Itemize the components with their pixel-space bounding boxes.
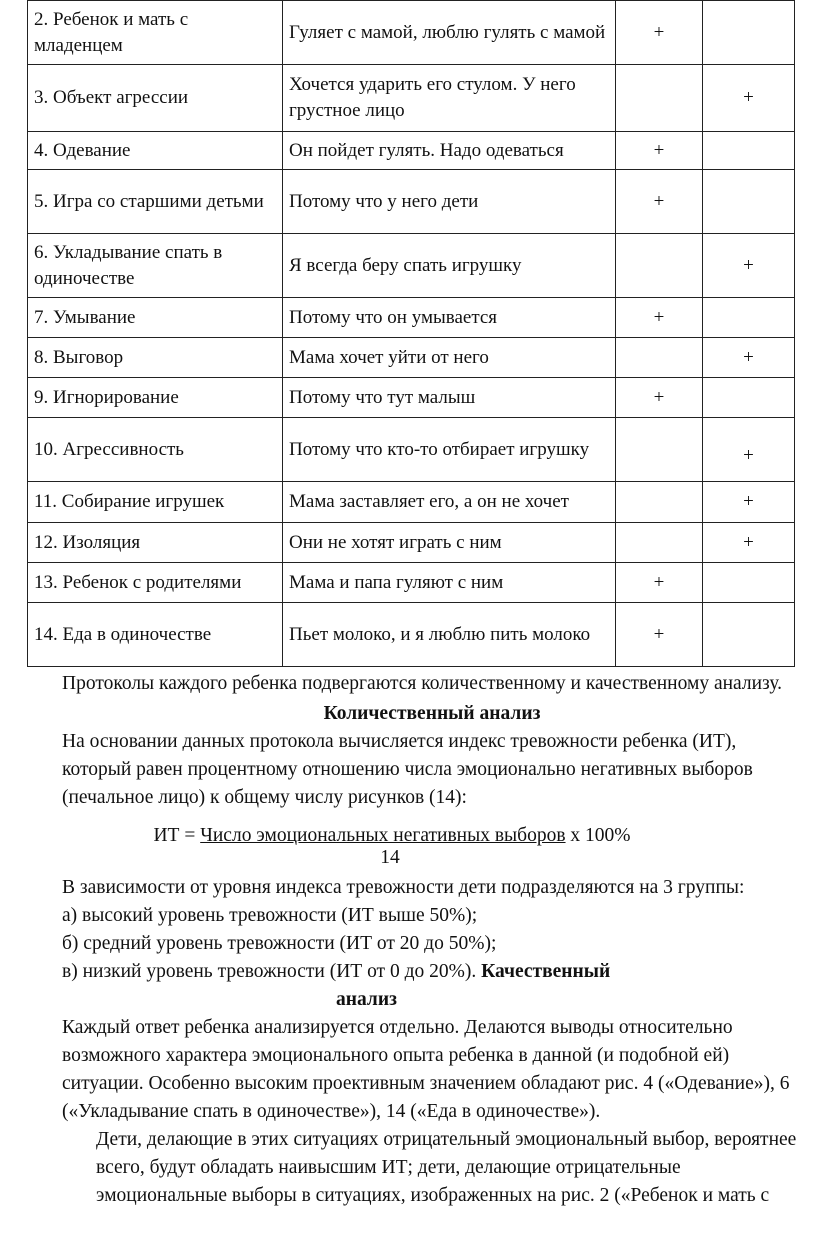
table-row — [28, 170, 795, 234]
positive-mark: + — [616, 132, 703, 170]
situation-cell: 9. Игнорирование — [28, 378, 283, 418]
group-c-line — [62, 958, 802, 986]
response-cell: Мама и папа гуляют с ним — [283, 563, 616, 603]
negative-mark — [703, 298, 795, 338]
response-cell: Хочется ударить его стулом. У него грустное лицо — [283, 65, 616, 132]
group-b: б) средний уровень тревожности (ИТ от 20 до 50%); — [62, 933, 497, 954]
negative-mark: + — [703, 65, 795, 132]
qual-paragraph-2: Дети, делающие в этих ситуациях отрицательный эмоциональный выбор, вероятнее всего, будут обладать наивысшим ИТ; дети, делающие отрицательные эмоциональные выборы в ситуациях, изображенных на рис. 2 («Ребенок и мать с — [96, 1129, 797, 1206]
response-cell: Мама заставляет его, а он не хочет — [283, 482, 616, 523]
situation-cell: 10. Агрессивность — [28, 418, 283, 482]
positive-mark — [616, 338, 703, 378]
table-row — [28, 378, 795, 418]
response-cell: Потому что у него дети — [283, 170, 616, 234]
qual-paragraph: Каждый ответ ребенка анализируется отдельно. Делаются выводы относительно возможного характера эмоционального опыта ребенка в данной (и подобной ей) ситуации. Особенно высоким проективным значением обладают рис. 4 («Одевание»), 6 («Укладывание спать в одиночестве»), 14 («Еда в одиночестве»). — [62, 1017, 790, 1122]
negative-mark — [703, 170, 795, 234]
qual-heading-second: анализ — [336, 989, 397, 1010]
situation-cell: 2. Ребенок и мать с младенцем — [28, 1, 283, 65]
positive-mark — [616, 418, 703, 482]
negative-mark — [703, 378, 795, 418]
positive-mark: + — [616, 563, 703, 603]
response-cell: Мама хочет уйти от него — [283, 338, 616, 378]
table-row — [28, 523, 795, 563]
positive-mark — [616, 65, 703, 132]
protocol-table — [27, 0, 795, 667]
negative-mark — [703, 1, 795, 65]
qual-heading-first: Качественный — [481, 961, 611, 982]
table-row — [28, 338, 795, 378]
negative-mark: + — [703, 482, 795, 523]
situation-cell: 5. Игра со старшими детьми — [28, 170, 283, 234]
table-row — [28, 603, 795, 667]
negative-mark: + — [703, 234, 795, 298]
table-row — [28, 418, 795, 482]
group-c: в) низкий уровень тревожности (ИТ от 0 до 20%). — [62, 961, 477, 982]
situation-cell: 14. Еда в одиночестве — [28, 603, 283, 667]
situation-cell: 8. Выговор — [28, 338, 283, 378]
quant-heading: Количественный анализ — [323, 703, 541, 724]
body-text — [62, 670, 802, 1210]
response-cell: Они не хотят играть с ним — [283, 523, 616, 563]
situation-cell: 7. Умывание — [28, 298, 283, 338]
negative-mark: + — [703, 418, 795, 482]
formula-denominator: 14 — [380, 847, 400, 868]
formula-numerator: Число эмоциональных негативных выборов — [200, 825, 566, 846]
response-cell: Потому что кто-то отбирает игрушку — [283, 418, 616, 482]
table-row — [28, 298, 795, 338]
table-row — [28, 234, 795, 298]
positive-mark: + — [616, 298, 703, 338]
table-row — [28, 563, 795, 603]
positive-mark — [616, 234, 703, 298]
negative-mark — [703, 563, 795, 603]
positive-mark: + — [616, 603, 703, 667]
negative-mark: + — [703, 523, 795, 563]
situation-cell: 11. Собирание игрушек — [28, 482, 283, 523]
positive-mark: + — [616, 378, 703, 418]
formula-suffix: х 100% — [565, 825, 631, 846]
response-cell: Потому что он умывается — [283, 298, 616, 338]
response-cell: Он пойдет гулять. Надо одеваться — [283, 132, 616, 170]
situation-cell: 4. Одевание — [28, 132, 283, 170]
negative-mark — [703, 132, 795, 170]
table-row — [28, 1, 795, 65]
response-cell: Пьет молоко, и я люблю пить молоко — [283, 603, 616, 667]
positive-mark — [616, 523, 703, 563]
situation-cell: 12. Изоляция — [28, 523, 283, 563]
quant-paragraph: На основании данных протокола вычисляется индекс тревожности ребенка (ИТ), который равен процентному отношению числа эмоционально негативных выборов (печальное лицо) к общему числу рисунков (14): — [62, 731, 753, 808]
negative-mark: + — [703, 338, 795, 378]
table-row — [28, 132, 795, 170]
situation-cell: 3. Объект агрессии — [28, 65, 283, 132]
negative-mark — [703, 603, 795, 667]
table-row — [28, 482, 795, 523]
positive-mark: + — [616, 170, 703, 234]
groups-intro: В зависимости от уровня индекса тревожности дети подразделяются на 3 группы: — [62, 877, 745, 898]
response-cell: Потому что тут малыш — [283, 378, 616, 418]
group-a: а) высокий уровень тревожности (ИТ выше 50%); — [62, 905, 478, 926]
positive-mark: + — [616, 1, 703, 65]
formula-prefix: ИТ = — [153, 825, 201, 846]
situation-cell: 6. Укладывание спать в одиночестве — [28, 234, 283, 298]
situation-cell: 13. Ребенок с родителями — [28, 563, 283, 603]
table-row — [28, 65, 795, 132]
response-cell: Я всегда беру спать игрушку — [283, 234, 616, 298]
response-cell: Гуляет с мамой, люблю гулять с мамой — [283, 1, 616, 65]
positive-mark — [616, 482, 703, 523]
intro-paragraph: Протоколы каждого ребенка подвергаются количественному и качественному анализу. — [62, 673, 783, 694]
